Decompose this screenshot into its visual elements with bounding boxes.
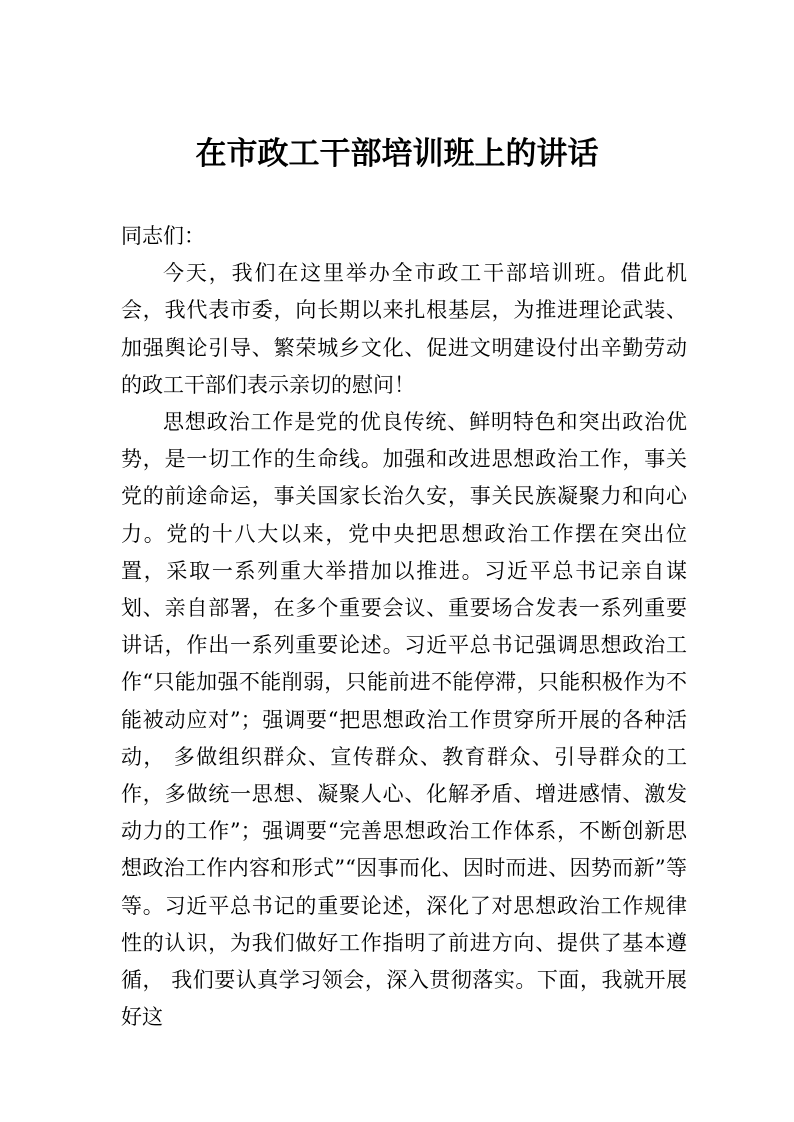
- paragraph-2: 思想政治工作是党的优良传统、鲜明特色和突出政治优势，是一切工作的生命线。加强和改进思想政治工作，事关党的前途命运，事关国家长治久安，事关民族凝聚力和向心力。党的十八大以来，党中央把思想政治工作摆在突出位置，采取一系列重大举措加以推进。习近平总书记亲自谋划、亲自部署，在多个重要会议、重要场合发表一系列重要讲话，作出一系列重要论述。习近平总书记强调思想政治工作“只能加强不能削弱，只能前进不能停滞，只能积极作为不能被动应对”；强调要“把思想政治工作贯穿所开展的各种活动， 多做组织群众、宣传群众、教育群众、引导群众的工作，多做统一思想、凝聚人心、化解矛盾、增进感情、激发动力的工作”；强调要“完善思想政治工作体系，不断创新思想政治工作内容和形式”“因事而化、因时而进、因势而新”等等。习近平总书记的重要论述，深化了对思想政治工作规律性的认识，为我们做好工作指明了前进方向、提供了基本遵循， 我们要认真学习领会，深入贯彻落实。下面，我就开展好这: [121, 410, 687, 1030]
- document-body: [121, 218, 687, 1036]
- salutation: 同志们：: [121, 224, 205, 248]
- paragraph-1: 今天，我们在这里举办全市政工干部培训班。借此机会，我代表市委，向长期以来扎根基层，为推进理论武装、加强舆论引导、繁荣城乡文化、促进文明建设付出辛勤劳动的政工干部们表示亲切的慰问！: [121, 261, 687, 397]
- document-title: 在市政工干部培训班上的讲话: [195, 136, 599, 172]
